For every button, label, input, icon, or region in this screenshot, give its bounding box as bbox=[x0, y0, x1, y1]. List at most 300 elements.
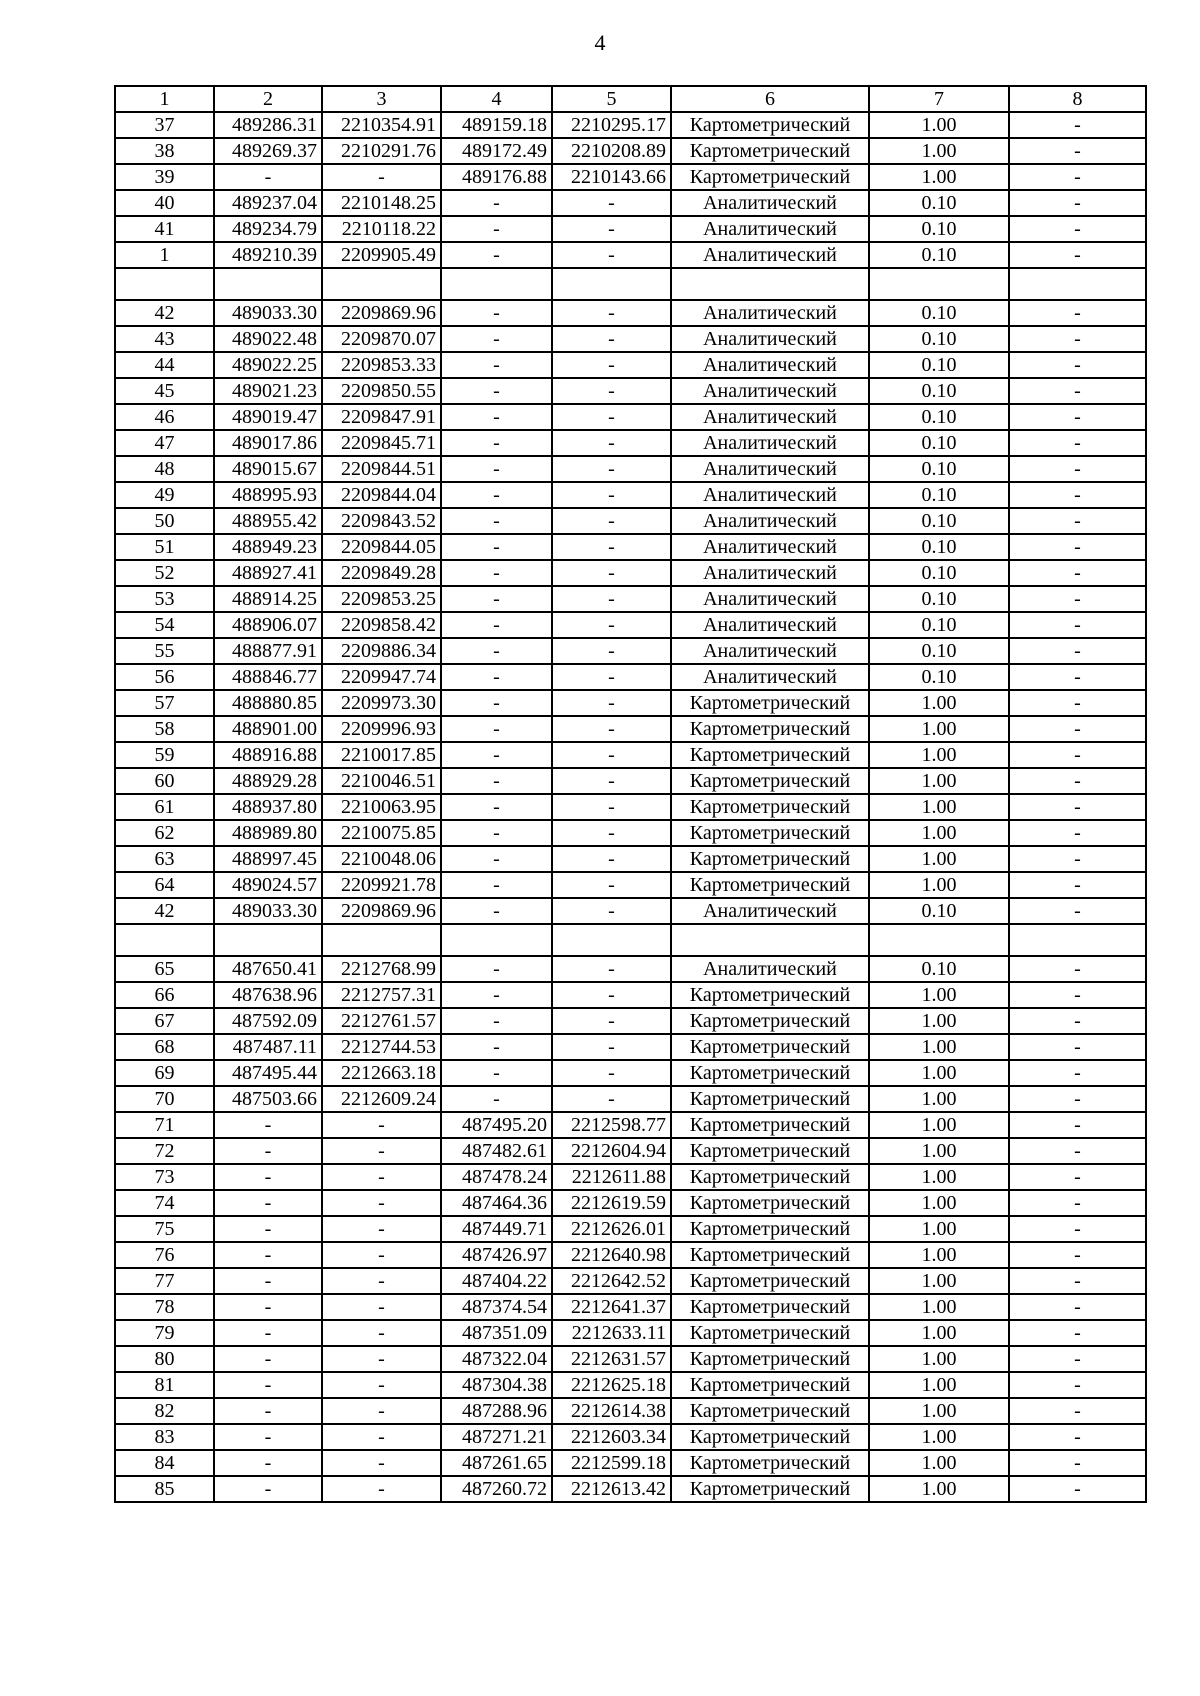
table-cell-col-5: - bbox=[552, 586, 671, 612]
table-cell-col-5: 2210295.17 bbox=[552, 112, 671, 138]
table-cell-col-8: - bbox=[1009, 456, 1146, 482]
table-cell-col-3: 2209847.91 bbox=[322, 404, 441, 430]
table-cell-col-1: 48 bbox=[115, 456, 214, 482]
table-cell-col-6: Картометрический bbox=[671, 1398, 869, 1424]
table-cell-col-3: 2212761.57 bbox=[322, 1008, 441, 1034]
table-cell-col-3: 2212663.18 bbox=[322, 1060, 441, 1086]
table-cell-col-1: 46 bbox=[115, 404, 214, 430]
table-cell-col-3: 2212609.24 bbox=[322, 1086, 441, 1112]
table-cell-col-6: Аналитический bbox=[671, 560, 869, 586]
table-cell-col-2: 488955.42 bbox=[214, 508, 322, 534]
table-cell-col-4 bbox=[441, 268, 552, 300]
table-cell-col-2: 489022.25 bbox=[214, 352, 322, 378]
table-cell-col-2: 487638.96 bbox=[214, 982, 322, 1008]
table-row bbox=[115, 508, 1146, 534]
table-cell-col-3: 2209844.05 bbox=[322, 534, 441, 560]
table-cell-col-1 bbox=[115, 924, 214, 956]
table-cell-col-7: 1.00 bbox=[869, 1138, 1009, 1164]
table-cell-col-6: Картометрический bbox=[671, 690, 869, 716]
table-cell-col-6: Аналитический bbox=[671, 430, 869, 456]
table-cell-col-3: 2209849.28 bbox=[322, 560, 441, 586]
table-row bbox=[115, 1268, 1146, 1294]
table-cell-col-7: 1.00 bbox=[869, 690, 1009, 716]
table-row bbox=[115, 1372, 1146, 1398]
table-cell-col-4: - bbox=[441, 664, 552, 690]
table-cell-col-6: Картометрический bbox=[671, 1190, 869, 1216]
table-cell-col-4: - bbox=[441, 742, 552, 768]
table-cell-col-1: 55 bbox=[115, 638, 214, 664]
table-cell-col-4: - bbox=[441, 326, 552, 352]
table-row bbox=[115, 1320, 1146, 1346]
table-cell-col-5: - bbox=[552, 638, 671, 664]
table-cell-col-5: 2212626.01 bbox=[552, 1216, 671, 1242]
table-cell-col-1: 57 bbox=[115, 690, 214, 716]
table-cell-col-7: 1.00 bbox=[869, 820, 1009, 846]
table-cell-col-2: - bbox=[214, 1346, 322, 1372]
table-cell-col-8: - bbox=[1009, 164, 1146, 190]
table-cell-col-1: 73 bbox=[115, 1164, 214, 1190]
table-cell-col-8: - bbox=[1009, 1242, 1146, 1268]
table-row bbox=[115, 982, 1146, 1008]
table-cell-col-1: 78 bbox=[115, 1294, 214, 1320]
table-cell-col-5: - bbox=[552, 768, 671, 794]
table-cell-col-7: 0.10 bbox=[869, 352, 1009, 378]
table-cell-col-2: - bbox=[214, 1242, 322, 1268]
table-cell-col-8: - bbox=[1009, 690, 1146, 716]
table-cell-col-5: - bbox=[552, 456, 671, 482]
table-cell-col-2: 489017.86 bbox=[214, 430, 322, 456]
table-cell-col-7: 1.00 bbox=[869, 112, 1009, 138]
table-row bbox=[115, 1190, 1146, 1216]
table-cell-col-8: - bbox=[1009, 1164, 1146, 1190]
table-cell-col-6: Картометрический bbox=[671, 1346, 869, 1372]
table-cell-col-1: 1 bbox=[115, 242, 214, 268]
table-cell-col-5: 2212640.98 bbox=[552, 1242, 671, 1268]
table-cell-col-7: 1.00 bbox=[869, 1242, 1009, 1268]
table-cell-col-5 bbox=[552, 268, 671, 300]
table-cell-col-7: 1.00 bbox=[869, 1398, 1009, 1424]
table-cell-col-7: 1.00 bbox=[869, 846, 1009, 872]
table-cell-col-3: - bbox=[322, 1216, 441, 1242]
table-row bbox=[115, 1398, 1146, 1424]
table-cell-col-7: 0.10 bbox=[869, 508, 1009, 534]
table-row bbox=[115, 1060, 1146, 1086]
table-cell-col-3: - bbox=[322, 1346, 441, 1372]
table-cell-col-8: - bbox=[1009, 1476, 1146, 1502]
table-cell-col-3: - bbox=[322, 1476, 441, 1502]
table-cell-col-1: 80 bbox=[115, 1346, 214, 1372]
header-cell: 1 bbox=[115, 86, 214, 112]
table-cell-col-7: 0.10 bbox=[869, 638, 1009, 664]
table-cell-col-7: 1.00 bbox=[869, 1112, 1009, 1138]
table-cell-col-4: - bbox=[441, 242, 552, 268]
table-cell-col-4: 487288.96 bbox=[441, 1398, 552, 1424]
table-cell-col-1: 74 bbox=[115, 1190, 214, 1216]
table-cell-col-1: 65 bbox=[115, 956, 214, 982]
table-cell-col-3: 2209844.04 bbox=[322, 482, 441, 508]
table-cell-col-3: - bbox=[322, 1372, 441, 1398]
table-cell-col-1: 62 bbox=[115, 820, 214, 846]
table-cell-col-1: 43 bbox=[115, 326, 214, 352]
table-cell-col-4: 489172.49 bbox=[441, 138, 552, 164]
table-cell-col-7: 1.00 bbox=[869, 768, 1009, 794]
table-cell-col-1: 72 bbox=[115, 1138, 214, 1164]
table-body bbox=[115, 86, 1146, 1502]
table-cell-col-8: - bbox=[1009, 612, 1146, 638]
table-cell-col-7: 1.00 bbox=[869, 1190, 1009, 1216]
table-cell-col-3: 2209870.07 bbox=[322, 326, 441, 352]
table-cell-col-2: 489019.47 bbox=[214, 404, 322, 430]
table-cell-col-7: 0.10 bbox=[869, 586, 1009, 612]
table-cell-col-2: - bbox=[214, 1294, 322, 1320]
table-cell-col-4: - bbox=[441, 872, 552, 898]
table-cell-col-6: Картометрический bbox=[671, 164, 869, 190]
table-cell-col-3: 2209853.25 bbox=[322, 586, 441, 612]
table-cell-col-2: 488914.25 bbox=[214, 586, 322, 612]
table-cell-col-2: - bbox=[214, 1190, 322, 1216]
table-cell-col-5: - bbox=[552, 716, 671, 742]
table-cell-col-2: - bbox=[214, 1138, 322, 1164]
table-cell-col-2: 489210.39 bbox=[214, 242, 322, 268]
table-row bbox=[115, 164, 1146, 190]
table-cell-col-6: Аналитический bbox=[671, 898, 869, 924]
table-cell-col-5: 2212611.88 bbox=[552, 1164, 671, 1190]
table-cell-col-3: 2209843.52 bbox=[322, 508, 441, 534]
header-cell: 3 bbox=[322, 86, 441, 112]
table-cell-col-1: 63 bbox=[115, 846, 214, 872]
table-cell-col-4: 487404.22 bbox=[441, 1268, 552, 1294]
table-cell-col-2: 487487.11 bbox=[214, 1034, 322, 1060]
table-cell-col-1: 64 bbox=[115, 872, 214, 898]
header-cell: 6 bbox=[671, 86, 869, 112]
table-cell-col-7: 1.00 bbox=[869, 1294, 1009, 1320]
table-cell-col-4: 487322.04 bbox=[441, 1346, 552, 1372]
table-cell-col-6: Аналитический bbox=[671, 378, 869, 404]
table-cell-col-8: - bbox=[1009, 1294, 1146, 1320]
table-row bbox=[115, 456, 1146, 482]
table-cell-col-7: 1.00 bbox=[869, 1216, 1009, 1242]
table-cell-col-3: - bbox=[322, 1138, 441, 1164]
table-cell-col-3: 2209947.74 bbox=[322, 664, 441, 690]
table-cell-col-4: 487478.24 bbox=[441, 1164, 552, 1190]
table-gap-row bbox=[115, 924, 1146, 956]
table-cell-col-1: 40 bbox=[115, 190, 214, 216]
table-row bbox=[115, 664, 1146, 690]
table-cell-col-5: - bbox=[552, 898, 671, 924]
table-cell-col-2: - bbox=[214, 1268, 322, 1294]
table-cell-col-2: 489033.30 bbox=[214, 898, 322, 924]
table-cell-col-8: - bbox=[1009, 560, 1146, 586]
table-cell-col-3: 2210118.22 bbox=[322, 216, 441, 242]
table-cell-col-6: Аналитический bbox=[671, 242, 869, 268]
table-cell-col-8: - bbox=[1009, 872, 1146, 898]
table-row bbox=[115, 138, 1146, 164]
table-cell-col-5: - bbox=[552, 242, 671, 268]
table-cell-col-1: 71 bbox=[115, 1112, 214, 1138]
table-cell-col-2 bbox=[214, 268, 322, 300]
table-cell-col-1: 85 bbox=[115, 1476, 214, 1502]
table-cell-col-6: Картометрический bbox=[671, 1060, 869, 1086]
table-cell-col-1: 53 bbox=[115, 586, 214, 612]
table-cell-col-5: - bbox=[552, 430, 671, 456]
table-row bbox=[115, 352, 1146, 378]
table-cell-col-7: 1.00 bbox=[869, 1450, 1009, 1476]
table-cell-col-3: 2210354.91 bbox=[322, 112, 441, 138]
table-cell-col-4: - bbox=[441, 820, 552, 846]
table-cell-col-3: 2209905.49 bbox=[322, 242, 441, 268]
table-cell-col-8: - bbox=[1009, 138, 1146, 164]
table-cell-col-5: 2212625.18 bbox=[552, 1372, 671, 1398]
table-cell-col-7: 0.10 bbox=[869, 430, 1009, 456]
table-cell-col-8: - bbox=[1009, 1398, 1146, 1424]
table-cell-col-4: - bbox=[441, 190, 552, 216]
table-cell-col-8: - bbox=[1009, 1320, 1146, 1346]
table-cell-col-6: Аналитический bbox=[671, 404, 869, 430]
table-cell-col-7: 0.10 bbox=[869, 612, 1009, 638]
table-cell-col-6: Картометрический bbox=[671, 1216, 869, 1242]
table-cell-col-8: - bbox=[1009, 404, 1146, 430]
table-cell-col-8: - bbox=[1009, 216, 1146, 242]
table-cell-col-2: 489022.48 bbox=[214, 326, 322, 352]
header-cell: 7 bbox=[869, 86, 1009, 112]
table-gap-row bbox=[115, 268, 1146, 300]
table-row bbox=[115, 242, 1146, 268]
table-cell-col-4: - bbox=[441, 982, 552, 1008]
table-cell-col-8: - bbox=[1009, 982, 1146, 1008]
table-cell-col-5: - bbox=[552, 956, 671, 982]
table-cell-col-1: 70 bbox=[115, 1086, 214, 1112]
table-cell-col-6: Картометрический bbox=[671, 1164, 869, 1190]
table-cell-col-3: 2209996.93 bbox=[322, 716, 441, 742]
table-cell-col-7: 0.10 bbox=[869, 216, 1009, 242]
table-row bbox=[115, 1476, 1146, 1502]
table-cell-col-3: 2209973.30 bbox=[322, 690, 441, 716]
table-cell-col-5: - bbox=[552, 872, 671, 898]
table-cell-col-8: - bbox=[1009, 534, 1146, 560]
table-cell-col-1: 68 bbox=[115, 1034, 214, 1060]
table-cell-col-6: Аналитический bbox=[671, 508, 869, 534]
table-cell-col-6: Картометрический bbox=[671, 1112, 869, 1138]
table-cell-col-4: 487351.09 bbox=[441, 1320, 552, 1346]
table-cell-col-6: Картометрический bbox=[671, 716, 869, 742]
table-row bbox=[115, 300, 1146, 326]
table-cell-col-7: 1.00 bbox=[869, 1034, 1009, 1060]
table-cell-col-4: - bbox=[441, 404, 552, 430]
table-cell-col-1: 58 bbox=[115, 716, 214, 742]
table-cell-col-8: - bbox=[1009, 638, 1146, 664]
table-cell-col-3 bbox=[322, 924, 441, 956]
table-cell-col-6: Картометрический bbox=[671, 1372, 869, 1398]
table-cell-col-8: - bbox=[1009, 586, 1146, 612]
header-cell: 4 bbox=[441, 86, 552, 112]
table-cell-col-4: - bbox=[441, 638, 552, 664]
table-cell-col-7: 1.00 bbox=[869, 1008, 1009, 1034]
table-row bbox=[115, 404, 1146, 430]
table-row bbox=[115, 716, 1146, 742]
table-cell-col-1: 42 bbox=[115, 898, 214, 924]
table-row bbox=[115, 1424, 1146, 1450]
table-cell-col-4: - bbox=[441, 1008, 552, 1034]
table-cell-col-3: - bbox=[322, 1268, 441, 1294]
table-cell-col-4: - bbox=[441, 898, 552, 924]
table-cell-col-5: - bbox=[552, 846, 671, 872]
table-cell-col-4: - bbox=[441, 1086, 552, 1112]
table-cell-col-6: Картометрический bbox=[671, 768, 869, 794]
table-cell-col-6 bbox=[671, 268, 869, 300]
table-cell-col-7: 1.00 bbox=[869, 716, 1009, 742]
table-cell-col-1: 49 bbox=[115, 482, 214, 508]
table-cell-col-7: 1.00 bbox=[869, 1424, 1009, 1450]
table-cell-col-8: - bbox=[1009, 1346, 1146, 1372]
table-cell-col-6: Аналитический bbox=[671, 326, 869, 352]
table-cell-col-8: - bbox=[1009, 956, 1146, 982]
table-cell-col-6: Картометрический bbox=[671, 1008, 869, 1034]
table-cell-col-6 bbox=[671, 924, 869, 956]
table-cell-col-7: 1.00 bbox=[869, 982, 1009, 1008]
table-cell-col-1: 39 bbox=[115, 164, 214, 190]
table-cell-col-7: 0.10 bbox=[869, 326, 1009, 352]
table-cell-col-3: 2210075.85 bbox=[322, 820, 441, 846]
table-cell-col-6: Аналитический bbox=[671, 352, 869, 378]
table-cell-col-5: 2210208.89 bbox=[552, 138, 671, 164]
table-cell-col-2 bbox=[214, 924, 322, 956]
table-cell-col-1: 67 bbox=[115, 1008, 214, 1034]
table-cell-col-2: 488937.80 bbox=[214, 794, 322, 820]
table-cell-col-3: - bbox=[322, 1320, 441, 1346]
table-cell-col-8: - bbox=[1009, 846, 1146, 872]
table-cell-col-5: 2212599.18 bbox=[552, 1450, 671, 1476]
table-cell-col-1: 41 bbox=[115, 216, 214, 242]
table-cell-col-8: - bbox=[1009, 482, 1146, 508]
table-cell-col-1: 75 bbox=[115, 1216, 214, 1242]
table-cell-col-4: - bbox=[441, 690, 552, 716]
table-cell-col-4: 487260.72 bbox=[441, 1476, 552, 1502]
table-cell-col-1: 79 bbox=[115, 1320, 214, 1346]
table-cell-col-8: - bbox=[1009, 378, 1146, 404]
table-cell-col-8: - bbox=[1009, 898, 1146, 924]
table-row bbox=[115, 326, 1146, 352]
table-cell-col-5: 2212603.34 bbox=[552, 1424, 671, 1450]
table-cell-col-3: 2209869.96 bbox=[322, 898, 441, 924]
table-cell-col-3: - bbox=[322, 1424, 441, 1450]
table-row bbox=[115, 690, 1146, 716]
table-cell-col-8: - bbox=[1009, 326, 1146, 352]
table-cell-col-8: - bbox=[1009, 664, 1146, 690]
table-cell-col-2: 487495.44 bbox=[214, 1060, 322, 1086]
table-cell-col-8 bbox=[1009, 268, 1146, 300]
table-row bbox=[115, 482, 1146, 508]
table-cell-col-5: - bbox=[552, 1008, 671, 1034]
table-row bbox=[115, 872, 1146, 898]
table-cell-col-7: 0.10 bbox=[869, 242, 1009, 268]
table-cell-col-5 bbox=[552, 924, 671, 956]
table-row bbox=[115, 1346, 1146, 1372]
table-cell-col-3: 2209850.55 bbox=[322, 378, 441, 404]
table-row bbox=[115, 742, 1146, 768]
table-cell-col-5: 2212633.11 bbox=[552, 1320, 671, 1346]
table-cell-col-6: Картометрический bbox=[671, 1242, 869, 1268]
table-cell-col-3 bbox=[322, 268, 441, 300]
table-cell-col-5: - bbox=[552, 508, 671, 534]
table-cell-col-7: 0.10 bbox=[869, 898, 1009, 924]
table-cell-col-3: 2212757.31 bbox=[322, 982, 441, 1008]
table-cell-col-1: 45 bbox=[115, 378, 214, 404]
table-cell-col-8: - bbox=[1009, 430, 1146, 456]
table-cell-col-8: - bbox=[1009, 1008, 1146, 1034]
table-cell-col-7: 0.10 bbox=[869, 560, 1009, 586]
table-cell-col-4: - bbox=[441, 378, 552, 404]
table-row bbox=[115, 1086, 1146, 1112]
table-cell-col-3: 2210063.95 bbox=[322, 794, 441, 820]
table-cell-col-3: 2210046.51 bbox=[322, 768, 441, 794]
table-cell-col-6: Картометрический bbox=[671, 742, 869, 768]
table-cell-col-6: Аналитический bbox=[671, 664, 869, 690]
table-cell-col-6: Картометрический bbox=[671, 982, 869, 1008]
table-cell-col-5: 2212642.52 bbox=[552, 1268, 671, 1294]
table-cell-col-7: 0.10 bbox=[869, 190, 1009, 216]
table-cell-col-8: - bbox=[1009, 1190, 1146, 1216]
table-cell-col-5: - bbox=[552, 1060, 671, 1086]
table-cell-col-6: Картометрический bbox=[671, 138, 869, 164]
table-cell-col-7 bbox=[869, 924, 1009, 956]
table-cell-col-8: - bbox=[1009, 1216, 1146, 1242]
table-cell-col-6: Картометрический bbox=[671, 1268, 869, 1294]
table-cell-col-4: - bbox=[441, 956, 552, 982]
table-cell-col-6: Аналитический bbox=[671, 638, 869, 664]
table-cell-col-2: 487592.09 bbox=[214, 1008, 322, 1034]
header-cell: 5 bbox=[552, 86, 671, 112]
table-cell-col-1: 84 bbox=[115, 1450, 214, 1476]
table-cell-col-1: 82 bbox=[115, 1398, 214, 1424]
table-cell-col-3: - bbox=[322, 1294, 441, 1320]
table-cell-col-8: - bbox=[1009, 112, 1146, 138]
table-cell-col-5: - bbox=[552, 820, 671, 846]
table-row bbox=[115, 1164, 1146, 1190]
table-row bbox=[115, 190, 1146, 216]
table-cell-col-7: 1.00 bbox=[869, 1320, 1009, 1346]
table-row bbox=[115, 1034, 1146, 1060]
table-cell-col-3: 2210048.06 bbox=[322, 846, 441, 872]
table-cell-col-6: Картометрический bbox=[671, 1424, 869, 1450]
table-cell-col-7: 0.10 bbox=[869, 664, 1009, 690]
table-cell-col-4: - bbox=[441, 846, 552, 872]
table-cell-col-1: 81 bbox=[115, 1372, 214, 1398]
table-cell-col-2: - bbox=[214, 1372, 322, 1398]
table-cell-col-4: - bbox=[441, 430, 552, 456]
table-cell-col-8: - bbox=[1009, 1138, 1146, 1164]
table-cell-col-4: - bbox=[441, 768, 552, 794]
table-cell-col-5: - bbox=[552, 794, 671, 820]
table-cell-col-4: - bbox=[441, 612, 552, 638]
table-cell-col-4: 489159.18 bbox=[441, 112, 552, 138]
table-cell-col-2: - bbox=[214, 1112, 322, 1138]
table-cell-col-2: 489015.67 bbox=[214, 456, 322, 482]
table-row bbox=[115, 846, 1146, 872]
table-cell-col-3: 2209921.78 bbox=[322, 872, 441, 898]
table-row bbox=[115, 1112, 1146, 1138]
table-cell-col-4: - bbox=[441, 352, 552, 378]
table-cell-col-1: 60 bbox=[115, 768, 214, 794]
table-row bbox=[115, 612, 1146, 638]
header-cell: 8 bbox=[1009, 86, 1146, 112]
table-cell-col-8: - bbox=[1009, 820, 1146, 846]
table-cell-col-6: Картометрический bbox=[671, 1138, 869, 1164]
table-cell-col-5: - bbox=[552, 190, 671, 216]
table-cell-col-2: 487503.66 bbox=[214, 1086, 322, 1112]
table-cell-col-2: 488927.41 bbox=[214, 560, 322, 586]
table-cell-col-3: 2209858.42 bbox=[322, 612, 441, 638]
table-cell-col-3: - bbox=[322, 1190, 441, 1216]
